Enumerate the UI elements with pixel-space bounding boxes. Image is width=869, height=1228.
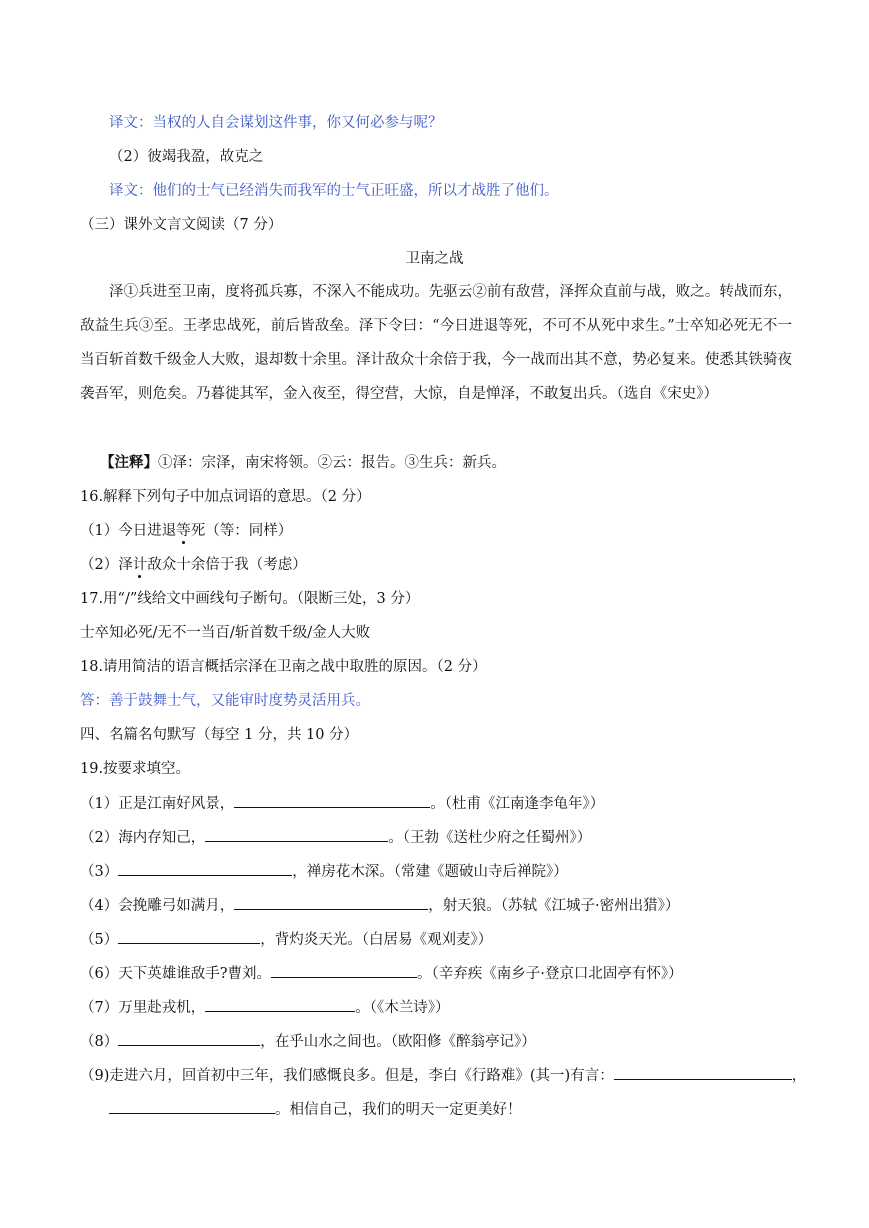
section-4-heading: 四、名篇名句默写（每空 1 分，共 10 分） [80, 727, 359, 743]
question-16: 16.解释下列句子中加点词语的意思。（2 分） [80, 489, 371, 505]
fill-blank[interactable] [118, 861, 292, 876]
passage-text: 泽①兵进至卫南，度将孤兵寡，不深入不能成功。先驱云②前有敌营，泽挥众直前与战，败之。转战而东，敌益生兵③至。王孝忠战死，前后皆敌垒。泽下令曰：“今日进退等死，不可不从死中求生。”士卒知必死无不一当百斩首数千级金人大败，退却数十余里。泽计敌众十余倍于我，今一战而出其不意，势必复来。使悉其铁骑夜袭吾军，则危矣。乃暮徙其军，金入夜至，得空营，大惊，自是惮泽，不敢复出兵。（选自《宋史》） [80, 284, 792, 402]
fill-blank[interactable] [271, 963, 417, 978]
fill-item-5: （5） ，背灼炎天光。（白居易《观刈麦》） [80, 929, 799, 950]
question-16-1: （1）今日进退等死（等：同样） [80, 523, 293, 539]
fill-item-1: （1）正是江南好风景， 。（杜甫《江南逢李龟年》） [80, 793, 799, 814]
fill-blank[interactable] [118, 929, 260, 944]
question-16-2: （2）泽计敌众十余倍于我（考虑） [80, 557, 307, 573]
translation-2: 译文：他们的士气已经消失而我军的士气正旺盛，所以才战胜了他们。 [109, 183, 559, 199]
section-3-heading: （三）课外文言文阅读（7 分） [80, 217, 283, 233]
question-2-sentence: （2）彼竭我盈，故克之 [109, 149, 264, 165]
fill-blank[interactable] [109, 1099, 275, 1114]
fill-item-6: （6）天下英雄谁敌手?曹刘。 。（辛弃疾《南乡子·登京口北固亭有怀》） [80, 963, 799, 984]
answer-18: 答：善于鼓舞士气，又能审时度势灵活用兵。 [80, 693, 370, 709]
passage-title: 卫南之战 [405, 251, 464, 267]
notes-text: ①泽：宗泽，南宋将领。②云：报告。③生兵：新兵。 [158, 455, 506, 471]
fill-item-9: （9)走进六月，回首初中三年，我们感慨良多。但是，李白《行路难》(其一)有言： ， [80, 1065, 799, 1086]
fill-item-2: （2）海内存知己， 。（王勃《送杜少府之任蜀州》） [80, 827, 799, 848]
question-17: 17.用“/”线给文中画线句子断句。（限断三处，3 分） [80, 591, 420, 607]
fill-item-3: （3） ，禅房花木深。（常建《题破山寺后禅院》） [80, 861, 799, 882]
fill-item-7: （7）万里赴戎机， 。（《木兰诗》） [80, 997, 799, 1018]
notes-label: 【注释】 [100, 454, 158, 471]
passage-notes [100, 453, 799, 473]
fill-blank[interactable] [614, 1065, 792, 1080]
answer-17: 士卒知必死/无不一当百/斩首数千级/金人大败 [80, 625, 371, 641]
translation-1: 译文：当权的人自会谋划这件事，你又何必参与呢？ [109, 115, 443, 131]
fill-item-4: （4）会挽雕弓如满月， ，射天狼。（苏轼《江城子·密州出猎》） [80, 895, 799, 916]
fill-blank[interactable] [205, 827, 388, 842]
fill-blank[interactable] [205, 997, 355, 1012]
fill-blank[interactable] [118, 1031, 260, 1046]
fill-blank[interactable] [234, 895, 428, 910]
passage-body [80, 275, 792, 411]
dotted-word: 计 [132, 557, 148, 573]
question-18: 18.请用简洁的语言概括宗泽在卫南之战中取胜的原因。（2 分） [80, 659, 487, 675]
fill-blank[interactable] [234, 793, 430, 808]
fill-item-9-cont: 。相信自己，我们的明天一定更美好！ [109, 1099, 799, 1120]
fill-item-8: （8） ，在乎山水之间也。（欧阳修《醉翁亭记》） [80, 1031, 799, 1052]
dotted-word: 等 [176, 523, 191, 539]
question-19: 19.按要求填空。 [80, 761, 191, 777]
